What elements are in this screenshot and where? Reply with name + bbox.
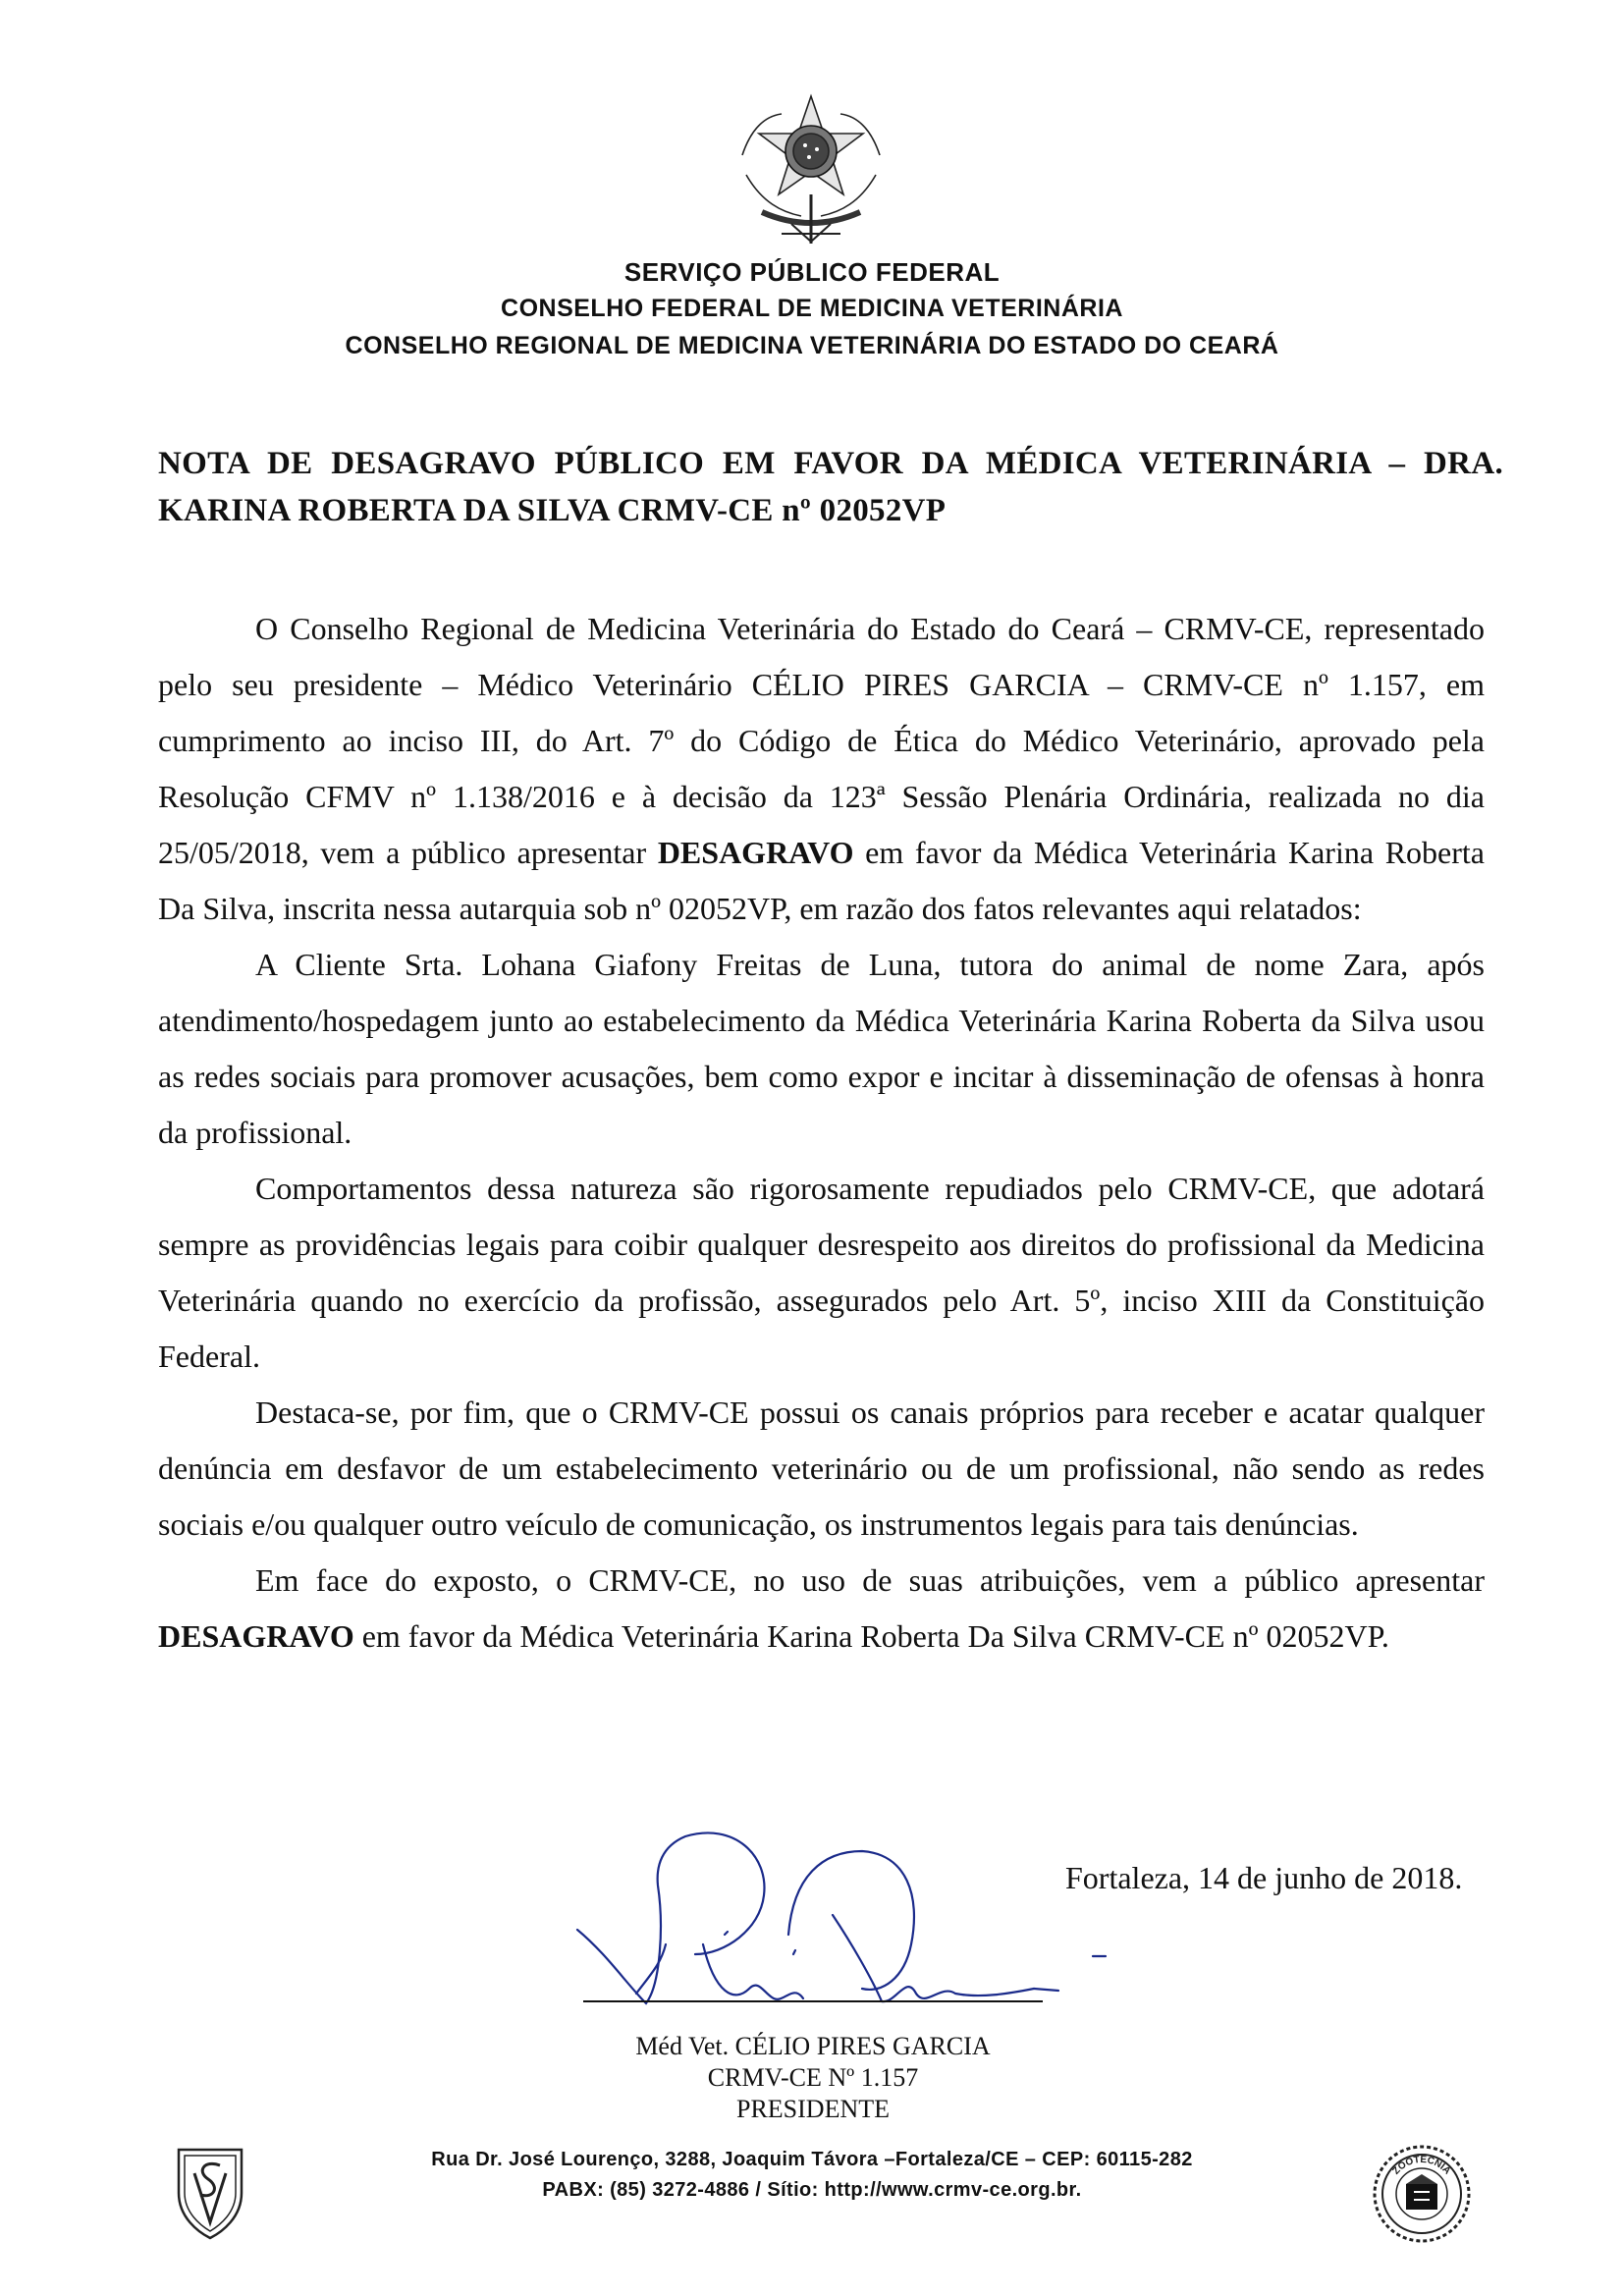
header-line-1: SERVIÇO PÚBLICO FEDERAL xyxy=(623,257,1001,287)
footer-contact: PABX: (85) 3272-4886 / Sítio: http://www.crmv-ce.org.br. xyxy=(542,2179,1082,2201)
footer-address: Rua Dr. José Lourenço, 3288, Joaquim Távora –Fortaleza/CE – CEP: 60115-282 xyxy=(431,2149,1193,2170)
paragraph-3: Comportamentos dessa natureza são rigorosamente repudiados pelo CRMV-CE, que adotará sempre as providências legais para coibir qualquer desrespeito aos direitos do profissional da Medicina Veterinária quando no exercício da profissão, assegurados pelo Art. 5º, inciso XIII da Constituição Federal. xyxy=(158,1171,1485,1374)
signer-registration: CRMV-CE Nº 1.157 xyxy=(707,2063,919,2092)
paragraph-1: O Conselho Regional de Medicina Veterinária do Estado do Ceará – CRMV-CE, representado pelo seu presidente – Médico Veterinário CÉLIO PIRES GARCIA – CRMV-CE nº 1.157, em cumprimento ao inciso III, do Art. 7º do Código de Ética do Médico Veterinário, aprovado pela Resolução CFMV nº 1.138/2016 e à decisão da 123ª Sessão Plenária Ordinária, realizada no dia 25/05/2018, vem a público apresentar DESAGRAVO em favor da Médica Veterinária Karina Roberta Da Silva, inscrita nessa autarquia sob nº 02052VP, em razão dos fatos relevantes aqui relatados: xyxy=(158,611,1486,926)
desagravo-emphasis: DESAGRAVO xyxy=(158,1618,354,1654)
seal-text: ZOOTECNIA xyxy=(1390,2154,1453,2177)
header-line-2: CONSELHO FEDERAL DE MEDICINA VETERINÁRIA xyxy=(501,295,1123,322)
signature-line xyxy=(583,2000,1043,2002)
document-title: NOTA DE DESAGRAVO PÚBLICO EM FAVOR DA MÉDICA VETERINÁRIA – DRA. KARINA ROBERTA DA SILVA CRMV-CE nº 02052VP xyxy=(158,446,1503,528)
paragraph-2: A Cliente Srta. Lohana Giafony Freitas de Luna, tutora do animal de nome Zara, após atendimento/hospedagem junto ao estabelecimento da Médica Veterinária Karina Roberta da Silva usou as redes sociais para promover acusações, bem como expor e incitar à disseminação de ofensas à honra da profissional. xyxy=(158,947,1485,1150)
header-line-3: CONSELHO REGIONAL DE MEDICINA VETERINÁRIA DO ESTADO DO CEARÁ xyxy=(345,332,1279,359)
desagravo-emphasis: DESAGRAVO xyxy=(657,835,854,870)
signer-role: PRESIDENTE xyxy=(736,2095,890,2123)
brazil-coat-of-arms-icon xyxy=(723,86,899,248)
svg-text:ZOOTECNIA xyxy=(1390,2155,1452,2177)
zootecnia-seal-icon xyxy=(1371,2143,1473,2245)
signer-name: Méd Vet. CÉLIO PIRES GARCIA xyxy=(635,2032,991,2060)
paragraph-5: Em face do exposto, o CRMV-CE, no uso de suas atribuições, vem a público apresentar DESAGRAVO em favor da Médica Veterinária Karina Roberta Da Silva CRMV-CE nº 02052VP. xyxy=(158,1562,1485,1654)
document-body xyxy=(158,601,1485,1665)
veterinary-logo-icon xyxy=(173,2144,247,2242)
document-date: Fortaleza, 14 de junho de 2018. xyxy=(1065,1860,1463,1895)
handwritten-signature xyxy=(568,1807,1127,2008)
paragraph-4: Destaca-se, por fim, que o CRMV-CE possui os canais próprios para receber e acatar qualquer denúncia em desfavor de um estabelecimento veterinário ou de um profissional, não sendo as redes sociais e/ou qualquer outro veículo de comunicação, os instrumentos legais para tais denúncias. xyxy=(158,1394,1485,1542)
